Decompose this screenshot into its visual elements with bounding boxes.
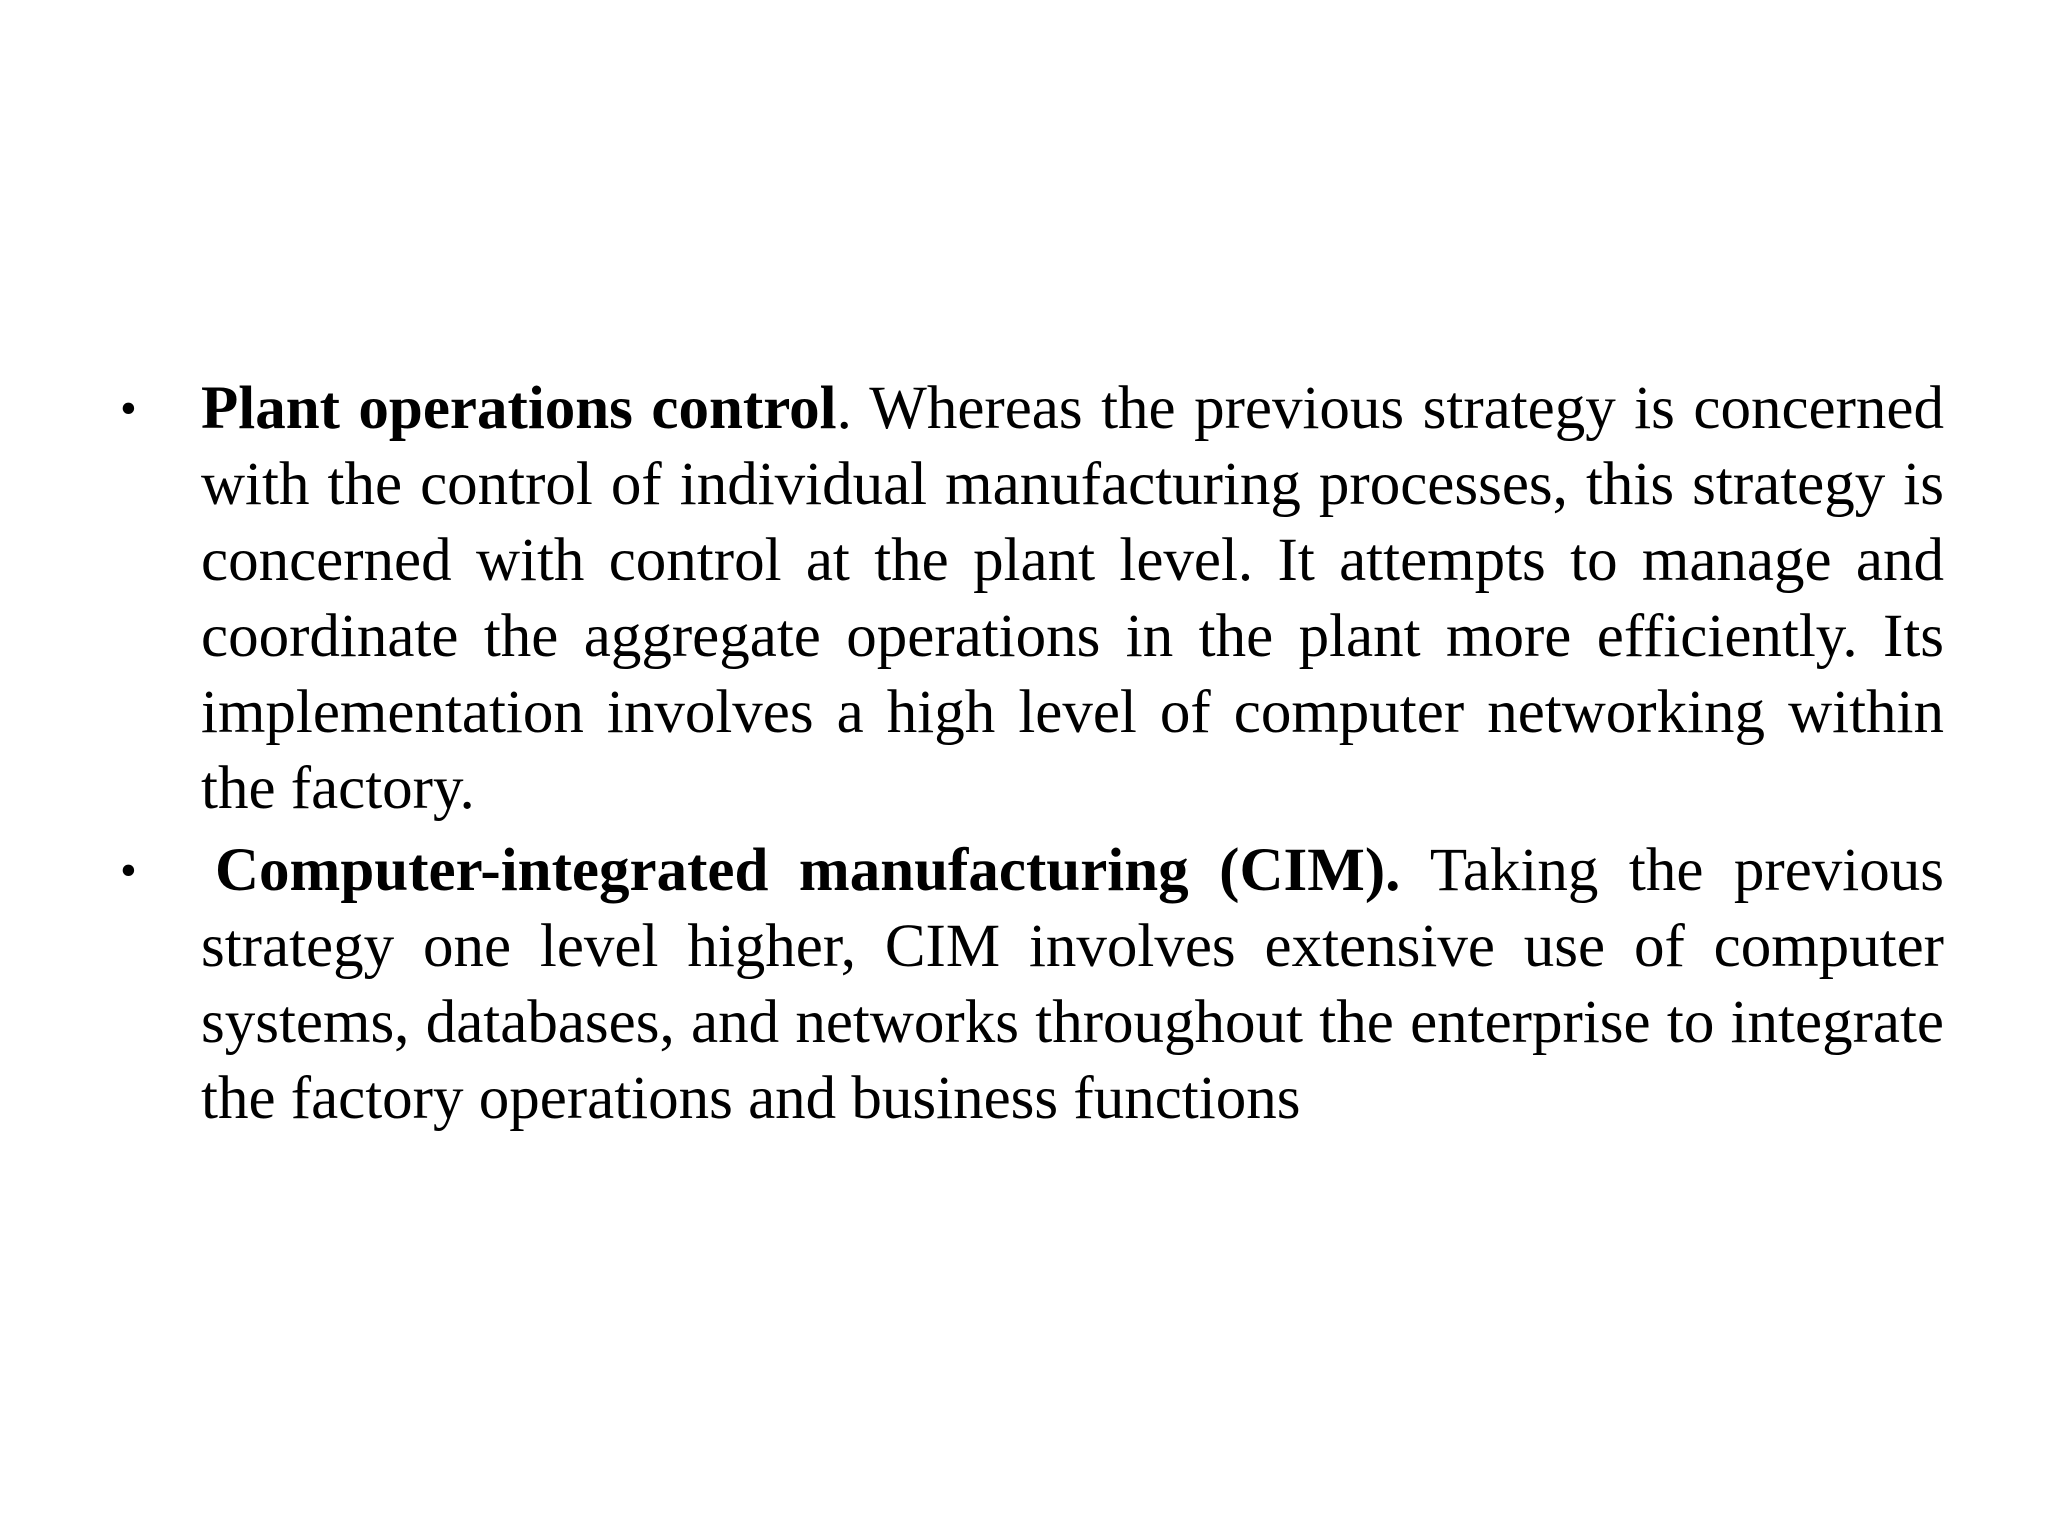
- bullet-term: Plant operations control: [201, 375, 837, 442]
- bullet-text: [201, 371, 1944, 827]
- bullet-list: [120, 371, 1944, 1143]
- bullet-body: Taking the previous strategy one level higher, CIM involves extensive use of computer systems, databases, and networks throughout the enterprise to integrate the factory operations and business functions: [201, 837, 1944, 1132]
- bullet-text: [201, 833, 1944, 1137]
- bullet-item-plant-operations-control: [120, 371, 1944, 827]
- bullet-term: Computer-integrated manufacturing (CIM).: [215, 837, 1401, 904]
- bullet-item-cim: [120, 833, 1944, 1137]
- bullet-marker: •: [120, 844, 137, 897]
- bullet-body: . Whereas the previous strategy is concerned with the control of individual manufacturing processes, this strategy is concerned with control at the plant level. It attempts to manage and coordinate the aggregate operations in the plant more efficiently. Its implementation involves a high level of computer networking within the factory.: [201, 375, 1944, 822]
- bullet-marker: •: [120, 382, 137, 435]
